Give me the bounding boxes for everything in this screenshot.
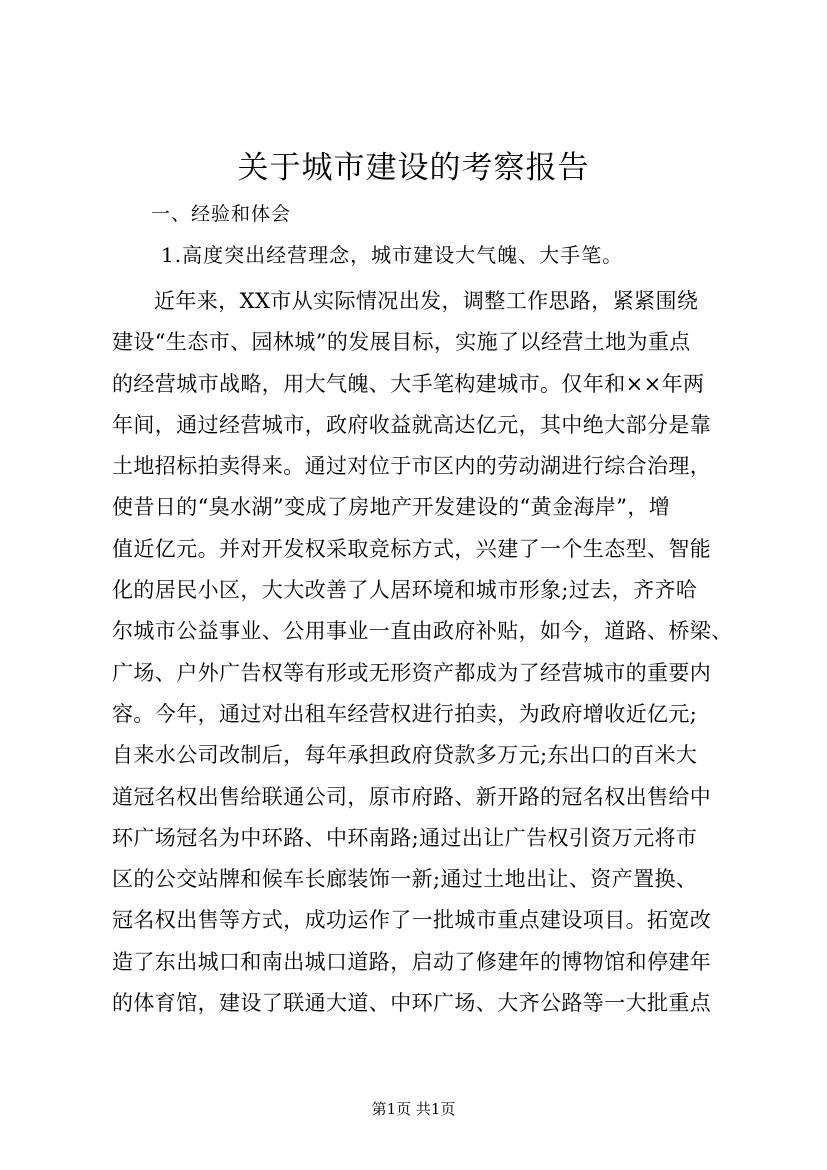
body-paragraph (112, 281, 740, 1024)
paragraph-line: 值近亿元。并对开发权采取竞标方式，兴建了一个生态型、智能 (112, 536, 712, 561)
paragraph-line: 冠名权出售等方式，成功运作了一批城市重点建设项目。拓宽改 (112, 908, 712, 933)
paragraph-line: 广场、户外广告权等有形或无形资产都成为了经营城市的重要内 (112, 660, 712, 685)
paragraph-line: 尔城市公益事业、公用事业一直由政府补贴，如今，道路、桥梁、 (112, 619, 733, 644)
paragraph-line: 的体育馆，建设了联通大道、中环广场、大齐公路等一大批重点 (112, 991, 712, 1016)
document-title: 关于城市建设的考察报告 (237, 150, 590, 186)
paragraph-line: 近年来，XX市从实际情况出发，调整工作思路，紧紧围绕 (154, 289, 699, 313)
paragraph-line: 区的公交站牌和候车长廊装饰一新;通过土地出让、资产置换、 (112, 867, 698, 892)
paragraph-line: 年间，通过经营城市，政府收益就高达亿元，其中绝大部分是靠 (112, 412, 712, 437)
paragraph-line: 建设“生态市、园林城”的发展目标，实施了以经营土地为重点 (112, 330, 691, 355)
paragraph-line: 容。今年，通过对出租车经营权进行拍卖，为政府增收近亿元; (112, 701, 698, 726)
section-heading: 一、经验和体会 (151, 203, 292, 225)
paragraph-line: 造了东出城口和南出城口道路，启动了修建年的博物馆和停建年 (112, 949, 712, 974)
subheading: 1.高度突出经营理念，城市建设大气魄、大手笔。 (161, 243, 624, 267)
paragraph-line: 土地招标拍卖得来。通过对位于市区内的劳动湖进行综合治理， (112, 454, 712, 479)
paragraph-line: 使昔日的“臭水湖”变成了房地产开发建设的“黄金海岸”，增 (112, 495, 671, 520)
paragraph-line: 自来水公司改制后，每年承担政府贷款多万元;东出口的百米大 (112, 743, 698, 768)
paragraph-line: 环广场冠名为中环路、中环南路;通过出让广告权引资万元将市 (112, 825, 698, 850)
paragraph-line: 的经营城市战略，用大气魄、大手笔构建城市。仅年和××年两 (112, 371, 705, 396)
paragraph-line: 道冠名权出售给联通公司，原市府路、新开路的冠名权出售给中 (112, 784, 712, 809)
paragraph-line: 化的居民小区，大大改善了人居环境和城市形象;过去，齐齐哈 (112, 578, 698, 603)
page-number-footer: 第1页 共1页 (371, 1100, 456, 1118)
